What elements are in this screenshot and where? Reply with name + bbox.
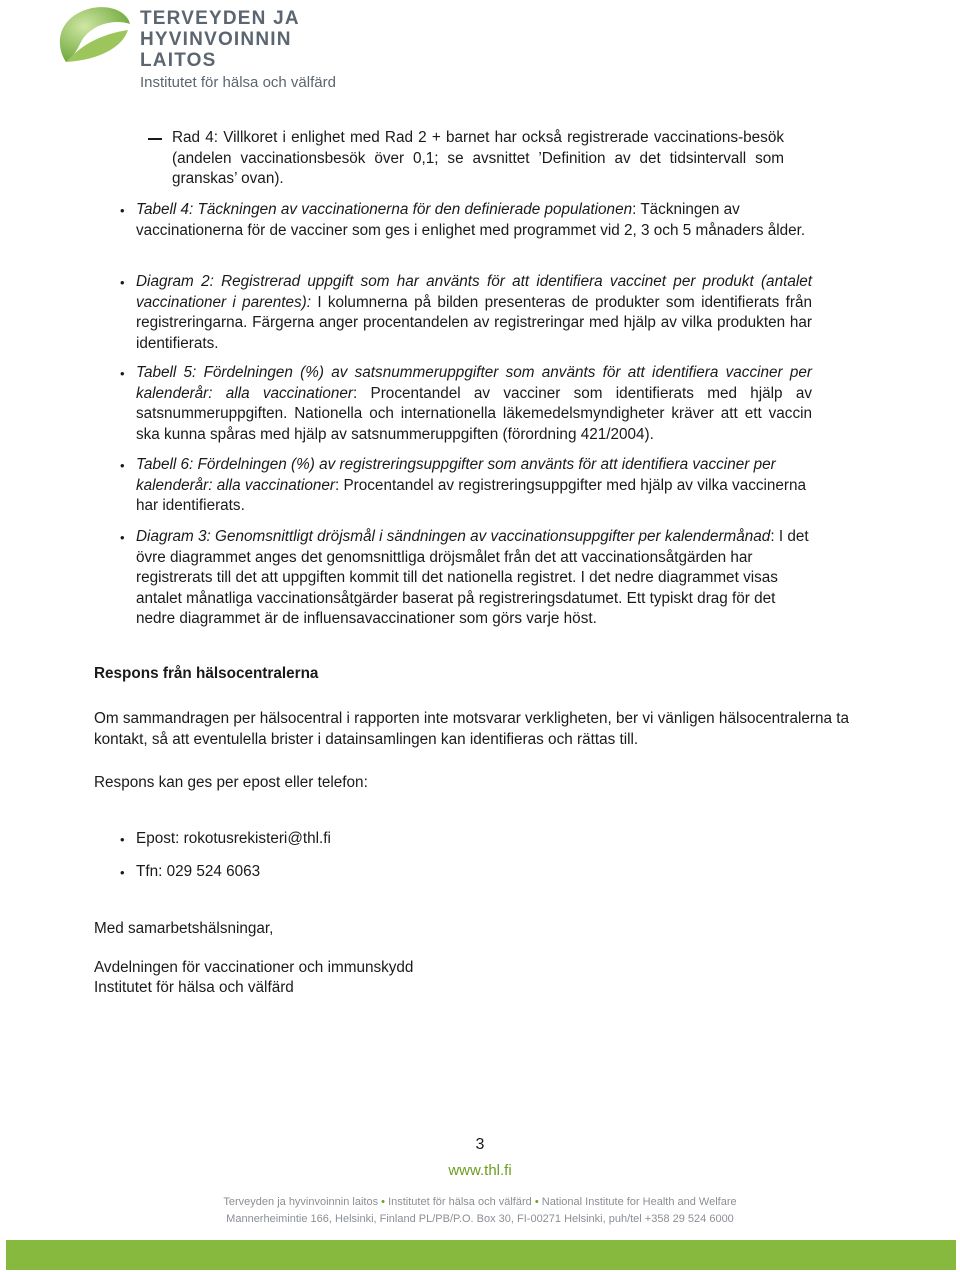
bullet: • [120, 530, 125, 545]
logo-line-3: Institutet för hälsa och välfärd [140, 74, 336, 91]
leaf-logo-icon [52, 4, 134, 66]
org-name-fi: Terveyden ja hyvinvoinnin laitos [223, 1196, 379, 1208]
logo-line-2: HYVINVOINNIN LAITOS [140, 29, 292, 71]
logo-line-1: TERVEYDEN JA [140, 8, 300, 29]
diagram3-item [136, 527, 812, 630]
page-number: 3 [475, 1136, 485, 1153]
contact-email: Epost: rokotusrekisteri@thl.fi [136, 830, 331, 847]
bullet: • [120, 458, 125, 473]
separator-dot: • [534, 1196, 539, 1208]
footer-org-names [0, 1196, 960, 1208]
org-name-en: National Institute for Health and Welfare [541, 1196, 737, 1208]
tabell6-title: Tabell 6: Fördelningen (%) av registreringsuppgifter som använts för att identifiera vacciner per kalenderår: alla vaccinationer [136, 456, 776, 494]
org-name-sv: Institutet för hälsa och välfärd [388, 1196, 532, 1208]
rad4-text: Rad 4: Villkoret i enlighet med Rad 2 + barnet har också registrerade vaccinations-besök (andelen vaccinationsbesök över 0,1; se avsnittet ’Definition av det tidsintervall som granskas’ ovan). [172, 129, 784, 187]
tabell4-body: : Täckningen av vaccinationerna för de vacciner som ges i enlighet med programmet vid 2, 3 och 5 månaders ålder. [136, 201, 806, 239]
website-link[interactable]: www.thl.fi [448, 1162, 512, 1179]
thl-logo [52, 4, 352, 91]
dash-bullet [148, 138, 162, 140]
separator-dot: • [381, 1196, 386, 1208]
signature-department: Avdelningen för vaccinationer och immunskydd [94, 959, 414, 976]
signature-institute: Institutet för hälsa och välfärd [94, 979, 294, 996]
bullet: • [120, 865, 125, 880]
footer-green-bar [6, 1240, 956, 1270]
tabell5-title: Tabell 5: Fördelningen (%) av satsnummeruppgifter som använts för att identifiera vacciner per kalenderår: alla vaccinationer [136, 364, 812, 402]
response-paragraph: Om sammandragen per hälsocentral i rapporten inte motsvarar verkligheten, ber vi vänligen hälsocentralerna ta kontakt, så att eventulella brister i datainsamlingen kan identifieras och rättas till. [94, 710, 850, 748]
tabell4-item [136, 200, 812, 241]
bullet: • [120, 275, 125, 290]
response-heading: Respons från hälsocentralerna [94, 665, 319, 682]
bullet: • [120, 366, 125, 381]
tabell4-title: Tabell 4: Täckningen av vaccinationerna för den definierade populationen [136, 201, 633, 218]
contact-phone: Tfn: 029 524 6063 [136, 863, 261, 880]
bullet: • [120, 832, 125, 847]
diagram2-title: Diagram 2: Registrerad uppgift som har använts för att identifiera vaccinet per produkt (antalet vaccinationer i parentes): [136, 273, 812, 311]
tabell6-item [136, 455, 812, 517]
footer-address: Mannerheimintie 166, Helsinki, Finland PL/PB/P.O. Box 30, FI-00271 Helsinki, puh/tel +358 29 524 6000 [226, 1213, 734, 1225]
tabell6-body: : Procentandel av registreringsuppgifter med hjälp av vilka vaccinerna har identifierats. [136, 476, 807, 514]
contact-intro: Respons kan ges per epost eller telefon: [94, 774, 368, 791]
diagram2-item [136, 272, 812, 354]
tabell5-body: : Procentandel av vacciner som identifierats med hjälp av satsnummeruppgiften. Nationella och internationella läkemedelsmyndigheter kräver att ett vaccin ska kunna spåras med hjälp av satsnummeruppgiften (förordning 421/2004). [136, 384, 812, 443]
bullet: • [120, 203, 125, 218]
tabell5-item [136, 363, 812, 445]
diagram3-title: Diagram 3: Genomsnittligt dröjsmål i sändningen av vaccinationsuppgifter per kalendermånad [136, 528, 771, 545]
diagram3-body: : I det övre diagrammet anges det genomsnittliga dröjsmålet från det att vaccinationsåtgärden har registrerats till det att uppgiften kommit till det nationella registret. I det nedre diagrammet visas antalet månatliga vaccinationsåtgärder baserat på registreringsdatumet. Ett typiskt drag för det nedre diagrammet är de influensavaccinationer som görs varje höst. [136, 528, 809, 627]
closing: Med samarbetshälsningar, [94, 920, 274, 937]
diagram2-body: I kolumnerna på bilden presenteras de produkter som identifierats från registreringarna. Färgerna anger procentandelen av registreringar med hjälp av vilka produkten har identifierats. [136, 293, 812, 352]
